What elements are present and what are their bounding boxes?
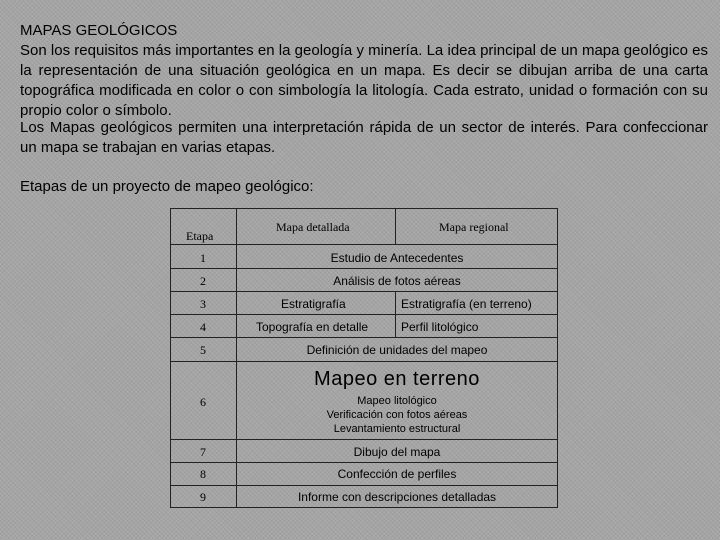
row-4-detallada: Topografía en detalle <box>256 320 369 334</box>
table-border-top <box>170 208 558 209</box>
row-divider-3 <box>170 314 558 315</box>
row-divider-6 <box>170 439 558 440</box>
row-6-line-2: Verificación con fotos aéreas <box>326 409 468 421</box>
row-8-number: 8 <box>200 467 206 481</box>
row-5-text: Definición de unidades del mapeo <box>306 343 488 357</box>
row-3-number: 3 <box>200 297 206 311</box>
table-border-left <box>170 208 171 508</box>
intro-paragraph: Son los requisitos más importantes en la geología y minería. La idea principal de un mapa geológico es la representación de una situación geológica en un mapa. Es decir se dibujan arriba de una carta topográfica modificada en color o con simbología la litología. Cada estrato, unidad o formación con su propio color o símbolo. <box>20 42 708 119</box>
header-etapa: Etapa <box>186 229 214 243</box>
section-subtitle: Etapas de un proyecto de mapeo geológico: <box>20 178 314 195</box>
page-title: MAPAS GEOLÓGICOS <box>20 22 178 39</box>
row-5-number: 5 <box>200 343 206 357</box>
header-mapa-detallada: Mapa detallada <box>276 220 350 234</box>
row-6-line-3: Levantamiento estructural <box>333 423 461 435</box>
row-1-text: Estudio de Antecedentes <box>330 251 464 265</box>
row-6-line-1: Mapeo litológico <box>357 395 437 407</box>
row-3-regional: Estratigrafía (en terreno) <box>401 297 532 311</box>
table-border-bottom <box>170 507 558 508</box>
row-4-regional: Perfil litológico <box>401 320 479 334</box>
row-divider-8 <box>170 485 558 486</box>
row-divider-5 <box>170 361 558 362</box>
row-divider-4 <box>170 337 558 338</box>
table-border-right <box>557 208 558 508</box>
row-divider-1 <box>170 268 558 269</box>
row-7-text: Dibujo del mapa <box>353 445 441 459</box>
header-middle-divider <box>395 208 396 245</box>
row-6-heading: Mapeo en terreno <box>314 368 480 390</box>
row-4-number: 4 <box>200 320 206 334</box>
row-6-number: 6 <box>200 395 206 409</box>
row-9-number: 9 <box>200 490 206 504</box>
table-header-divider <box>170 244 558 245</box>
row-8-text: Confección de perfiles <box>337 467 457 481</box>
row-9-text: Informe con descripciones detalladas <box>297 490 497 504</box>
second-paragraph: Los Mapas geológicos permiten una interpretación rápida de un sector de interés. Para confeccionar un mapa se trabajan en varias etapas. <box>20 119 708 156</box>
row-2-number: 2 <box>200 274 206 288</box>
row3-middle-divider <box>395 291 396 314</box>
row-divider-2 <box>170 291 558 292</box>
row-divider-7 <box>170 462 558 463</box>
row-2-text: Análisis de fotos aéreas <box>333 274 461 288</box>
row-1-number: 1 <box>200 251 206 265</box>
row4-middle-divider <box>395 314 396 337</box>
row-7-number: 7 <box>200 445 206 459</box>
row-3-detallada: Estratigrafía <box>281 297 346 311</box>
header-mapa-regional: Mapa regional <box>439 220 509 234</box>
